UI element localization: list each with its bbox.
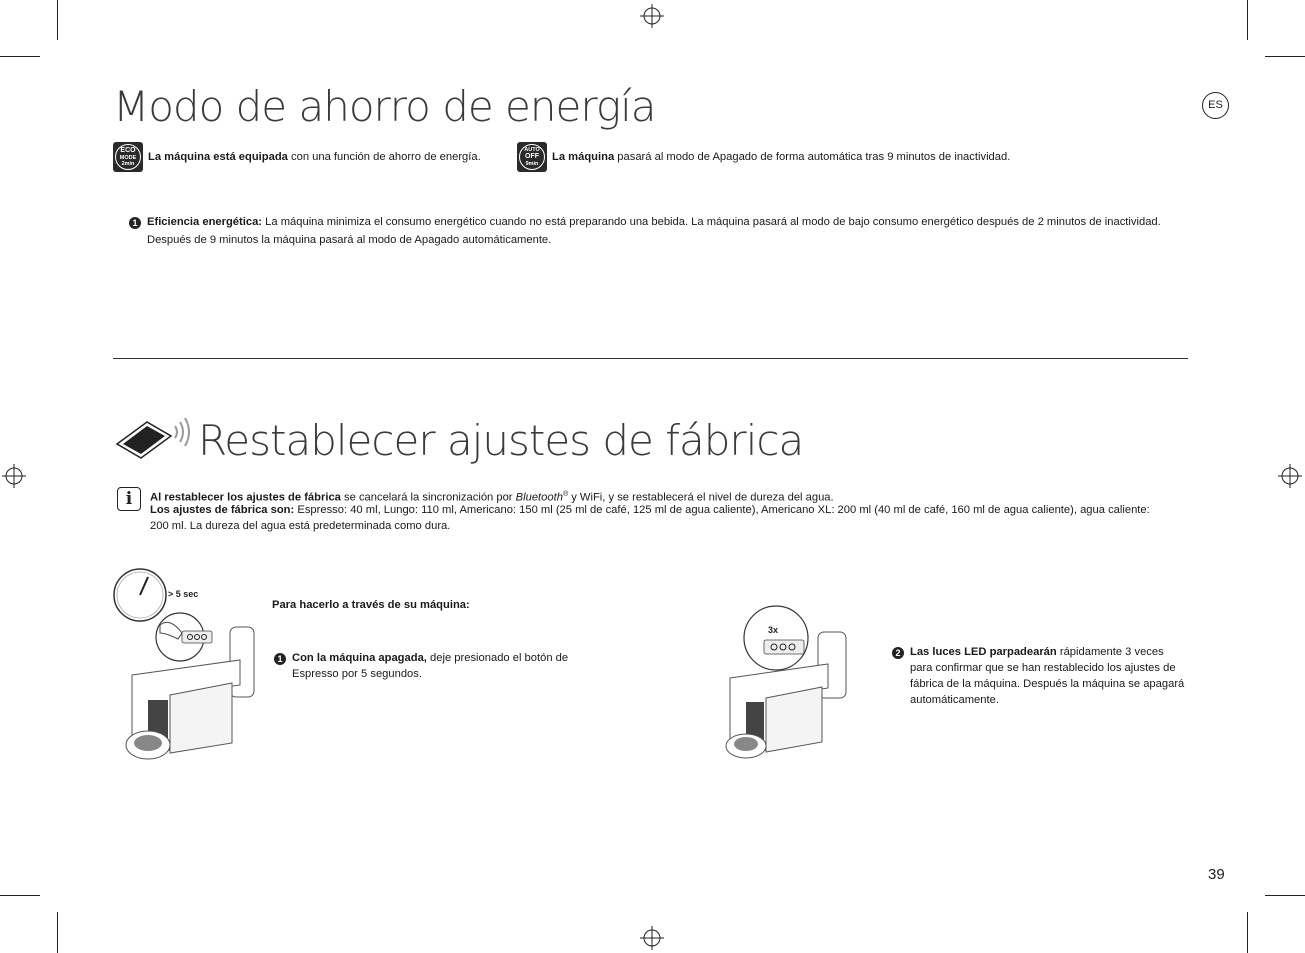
registration-mark-icon: [1278, 464, 1302, 488]
crop-mark: [57, 912, 58, 953]
step-number-icon: 2: [892, 647, 904, 659]
feature-auto-off-rest: pasará al modo de Apagado de forma automática tras 9 minutos de inactividad.: [614, 151, 1011, 163]
energy-efficiency-line2: Después de 9 minutos la máquina pasará al modo de Apagado automáticamente.: [147, 234, 552, 246]
auto-badge-line2: OFF: [525, 153, 539, 160]
feature-auto-off-bold: La máquina: [552, 151, 615, 163]
step2-rest1: rápidamente 3 veces: [1056, 646, 1164, 658]
info-icon: [117, 487, 141, 511]
step1-line2: Espresso por 5 segundos.: [292, 668, 422, 680]
step2-bold: Las luces LED parpadearán: [910, 646, 1057, 658]
crop-mark: [0, 56, 40, 57]
section-divider: [113, 358, 1188, 359]
info-line2: [150, 503, 1150, 518]
crop-mark: [0, 895, 40, 896]
step1-bold: Con la máquina apagada,: [292, 652, 427, 664]
info-bold2: Los ajustes de fábrica son:: [150, 504, 295, 516]
registration-mark-icon: [640, 926, 664, 950]
info-bold1: Al restablecer los ajustes de fábrica: [150, 491, 341, 504]
subheading-text: Para hacerlo a través de su máquina:: [272, 599, 470, 611]
step-number-icon: 1: [129, 217, 141, 229]
crop-mark: [1265, 895, 1305, 896]
info-rest1b: y WiFi, y se restablecerá el nivel de dureza del agua.: [568, 491, 834, 504]
step2-line3: fábrica de la máquina. Después la máquina se apagará: [910, 678, 1185, 690]
eco-badge-line2: MODE: [119, 155, 137, 161]
crop-mark: [57, 0, 58, 40]
energy-efficiency-item: [129, 215, 1161, 230]
info-rest2: Espresso: 40 ml, Lungo: 110 ml, Americano: 150 ml (25 ml de café, 125 ml de agua caliente), Americano XL: 200 ml (40 ml de café, 160 ml de agua caliente), agua caliente:: [294, 504, 1150, 516]
machine-led-blink-illustration: [718, 600, 863, 770]
subheading-via-machine: [272, 598, 470, 613]
page-number: 39: [1208, 866, 1225, 883]
step2-line1: [892, 645, 1164, 660]
crop-mark: [1265, 56, 1305, 57]
feature-eco-text: [148, 150, 481, 165]
registration-mark-icon: [640, 4, 664, 28]
step-number-icon: 1: [274, 653, 286, 665]
section-title-energy-saving: Modo de ahorro de energía: [113, 82, 656, 131]
info-rest1a: se cancelará la sincronización por: [340, 491, 516, 504]
step1-rest1: deje presionado el botón de: [426, 652, 569, 664]
crop-mark: [1247, 912, 1248, 953]
eco-badge-line3: 2min: [121, 161, 135, 167]
auto-badge-line3: 9min: [525, 161, 539, 167]
feature-eco-bold: La máquina está equipada: [148, 151, 288, 163]
energy-efficiency-label: Eficiencia energética:: [147, 216, 263, 228]
energy-efficiency-line1: La máquina minimiza el consumo energético cuando no está preparando una bebida. La máquina pasará al modo de bajo consumo energético después de 2 minutos de inactividad.: [262, 216, 1161, 228]
info-registered: ®: [562, 491, 569, 498]
language-badge: ES: [1202, 92, 1229, 119]
feature-eco-rest: con una función de ahorro de energía.: [287, 151, 481, 163]
step1-line1: [274, 651, 568, 666]
step2-line2: para confirmar que se han restablecido los ajustes de: [910, 662, 1176, 674]
step2-line4: automáticamente.: [910, 694, 999, 706]
blink-count-label: 3x: [768, 625, 779, 635]
info-line3: 200 ml. La dureza del agua está predeterminada como dura.: [150, 520, 451, 532]
timer-label: > 5 sec: [168, 589, 199, 599]
info-glyph: i: [125, 489, 133, 509]
smartphone-wireless-icon: [113, 414, 193, 460]
info-bluetooth: Bluetooth: [515, 491, 563, 504]
eco-mode-badge-icon: [113, 142, 143, 172]
feature-auto-off-text: [552, 150, 1010, 165]
auto-badge-line1: AUTO: [524, 147, 540, 153]
crop-mark: [1247, 0, 1248, 40]
auto-off-badge-icon: [517, 142, 547, 172]
eco-badge-line1: ECO: [120, 147, 136, 154]
registration-mark-icon: [2, 464, 26, 488]
section-title-factory-reset: Restablecer ajustes de fábrica: [198, 416, 804, 465]
